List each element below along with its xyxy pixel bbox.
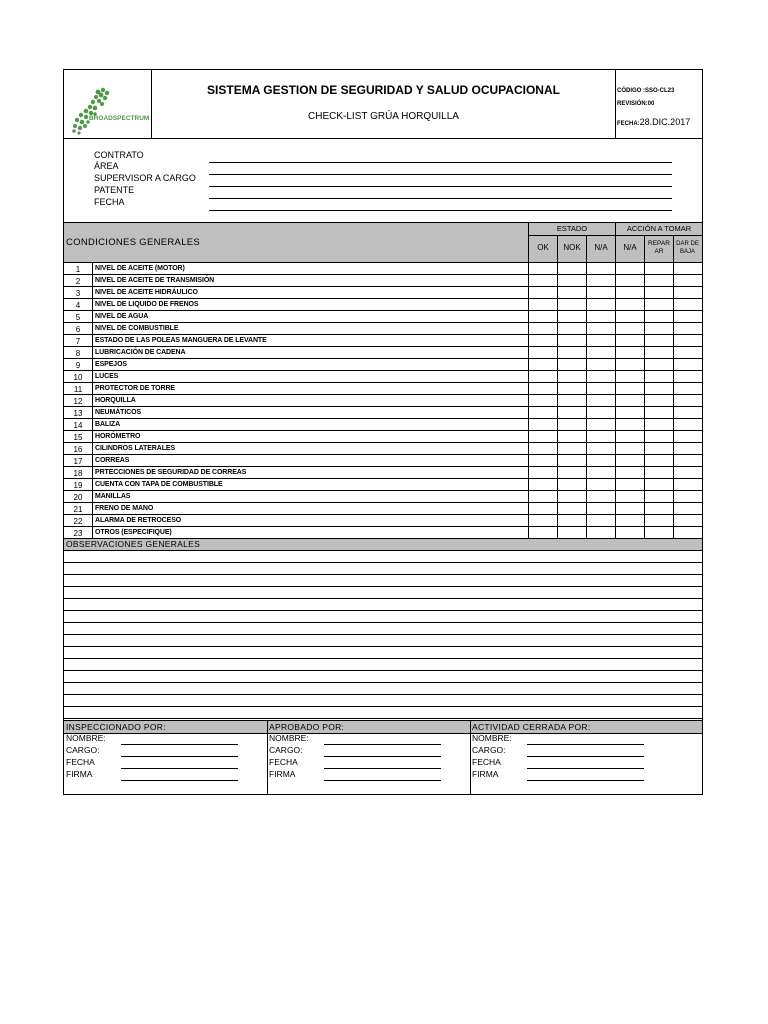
signature-title: ACTIVIDAD CERRADA POR: — [472, 722, 591, 732]
info-label: ÁREA — [94, 161, 119, 171]
checkbox-na-accion[interactable] — [616, 311, 644, 322]
signature-firma-label: FIRMA — [269, 769, 296, 779]
checkbox-dar-baja[interactable] — [674, 467, 702, 478]
checkbox-nok[interactable] — [558, 359, 586, 370]
checkbox-dar-baja[interactable] — [674, 371, 702, 382]
info-input-line[interactable] — [209, 162, 672, 163]
checkbox-nok[interactable] — [558, 419, 586, 430]
row-label: NIVEL DE ACEITE HIDRÁULICO — [95, 289, 198, 296]
checkbox-nok[interactable] — [558, 443, 586, 454]
row-label: FRENO DE MANO — [95, 505, 154, 512]
checkbox-dar-baja[interactable] — [674, 323, 702, 334]
checkbox-na[interactable] — [587, 371, 615, 382]
checkbox-na[interactable] — [587, 287, 615, 298]
document-title: SISTEMA GESTION DE SEGURIDAD Y SALUD OCUPACIONAL — [207, 83, 560, 97]
checkbox-nok[interactable] — [558, 263, 586, 274]
checkbox-dar-baja[interactable] — [674, 347, 702, 358]
fecha-field — [617, 113, 690, 129]
checklist-form — [63, 69, 703, 795]
info-label: SUPERVISOR A CARGO — [94, 173, 196, 183]
observation-line[interactable] — [64, 574, 702, 575]
checkbox-reparar[interactable] — [645, 311, 673, 322]
checkbox-reparar[interactable] — [645, 479, 673, 490]
checkbox-nok[interactable] — [558, 491, 586, 502]
signature-cargo-line[interactable] — [527, 756, 644, 757]
checkbox-nok[interactable] — [558, 383, 586, 394]
section-title-conditions: CONDICIONES GENERALES — [66, 237, 201, 248]
codigo-value: SSO-CL23 — [645, 88, 675, 94]
signature-nombre-label: NOMBRE: — [472, 733, 512, 743]
signature-fecha-label: FECHA — [66, 757, 95, 767]
row-number: 19 — [73, 481, 83, 490]
checkbox-na-accion[interactable] — [616, 299, 644, 310]
signature-firma-line[interactable] — [324, 780, 441, 781]
signature-nombre-label: NOMBRE: — [269, 733, 309, 743]
row-number: 15 — [73, 433, 83, 442]
row-label: LUBRICACIÓN DE CADENA — [95, 349, 186, 356]
row-label: ESPEJOS — [95, 361, 127, 368]
checkbox-dar-baja[interactable] — [674, 443, 702, 454]
signature-firma-line[interactable] — [527, 780, 644, 781]
checkbox-ok[interactable] — [529, 371, 557, 382]
observation-line[interactable] — [64, 682, 702, 683]
checkbox-na-accion[interactable] — [616, 503, 644, 514]
revision-value: 00 — [647, 101, 655, 107]
checkbox-ok[interactable] — [529, 395, 557, 406]
row-number: 23 — [73, 529, 83, 538]
checkbox-ok[interactable] — [529, 527, 557, 538]
checkbox-ok[interactable] — [529, 503, 557, 514]
checkbox-dar-baja[interactable] — [674, 263, 702, 274]
signature-fecha-label: FECHA — [472, 757, 501, 767]
checkbox-reparar[interactable] — [645, 431, 673, 442]
col-ok: OK — [537, 243, 549, 252]
checkbox-ok[interactable] — [529, 455, 557, 466]
info-label: CONTRATO — [94, 150, 144, 160]
checkbox-nok[interactable] — [558, 323, 586, 334]
checkbox-na[interactable] — [587, 263, 615, 274]
checkbox-na[interactable] — [587, 335, 615, 346]
checkbox-ok[interactable] — [529, 311, 557, 322]
revision-label: REVISIÓN: — [617, 101, 648, 107]
signature-title: INSPECCIONADO POR: — [66, 722, 166, 732]
info-input-line[interactable] — [209, 186, 672, 187]
checkbox-na-accion[interactable] — [616, 419, 644, 430]
checkbox-nok[interactable] — [558, 503, 586, 514]
checkbox-reparar[interactable] — [645, 419, 673, 430]
checkbox-dar-baja[interactable] — [674, 527, 702, 538]
checkbox-nok[interactable] — [558, 335, 586, 346]
checkbox-reparar[interactable] — [645, 443, 673, 454]
logo-icon — [66, 78, 150, 136]
row-number: 12 — [73, 397, 83, 406]
row-label: CORREAS — [95, 457, 130, 464]
row-label: NIVEL DE ACEITE (MOTOR) — [95, 265, 185, 272]
signature-fecha-line[interactable] — [121, 768, 238, 769]
codigo-label: CÓDIGO : — [617, 88, 645, 94]
checkbox-nok[interactable] — [558, 467, 586, 478]
checkbox-nok[interactable] — [558, 347, 586, 358]
observation-line[interactable] — [64, 622, 702, 623]
signature-fecha-line[interactable] — [527, 768, 644, 769]
checkbox-ok[interactable] — [529, 263, 557, 274]
checkbox-ok[interactable] — [529, 347, 557, 358]
checkbox-na[interactable] — [587, 515, 615, 526]
checkbox-na-accion[interactable] — [616, 335, 644, 346]
checkbox-na-accion[interactable] — [616, 527, 644, 538]
checkbox-na[interactable] — [587, 443, 615, 454]
checkbox-dar-baja[interactable] — [674, 275, 702, 286]
checkbox-na[interactable] — [587, 419, 615, 430]
observation-line[interactable] — [64, 562, 702, 563]
checkbox-na[interactable] — [587, 299, 615, 310]
checkbox-nok[interactable] — [558, 287, 586, 298]
row-number: 16 — [73, 445, 83, 454]
checkbox-ok[interactable] — [529, 407, 557, 418]
checkbox-na[interactable] — [587, 503, 615, 514]
row-label: ESTADO DE LAS POLEAS MANGUERA DE LEVANTE — [95, 337, 267, 344]
observation-line[interactable] — [64, 610, 702, 611]
observations-header — [64, 539, 702, 550]
checkbox-dar-baja[interactable] — [674, 383, 702, 394]
estado-label: ESTADO — [556, 224, 588, 233]
signature-nombre-line[interactable] — [324, 744, 441, 745]
checkbox-reparar[interactable] — [645, 359, 673, 370]
checkbox-ok[interactable] — [529, 443, 557, 454]
checkbox-ok[interactable] — [529, 431, 557, 442]
signature-cargo-label: CARGO: — [472, 745, 506, 755]
checkbox-dar-baja[interactable] — [674, 299, 702, 310]
signature-cargo-label: CARGO: — [269, 745, 303, 755]
signature-firma-label: FIRMA — [66, 769, 93, 779]
signature-nombre-line[interactable] — [527, 744, 644, 745]
info-input-line[interactable] — [209, 210, 672, 211]
checkbox-na-accion[interactable] — [616, 431, 644, 442]
row-number: 2 — [75, 277, 81, 286]
checkbox-nok[interactable] — [558, 275, 586, 286]
checkbox-nok[interactable] — [558, 407, 586, 418]
checkbox-na-accion[interactable] — [616, 383, 644, 394]
col-nok: NOK — [563, 243, 581, 252]
checkbox-na[interactable] — [587, 479, 615, 490]
row-label: LUCES — [95, 373, 119, 380]
row-number: 21 — [73, 505, 83, 514]
checkbox-na-accion[interactable] — [616, 359, 644, 370]
col-reparar: REPAR AR — [648, 240, 670, 255]
checkbox-reparar[interactable] — [645, 275, 673, 286]
checkbox-ok[interactable] — [529, 479, 557, 490]
checkbox-reparar[interactable] — [645, 467, 673, 478]
row-label: PROTECTOR DE TORRE — [95, 385, 176, 392]
checkbox-na-accion[interactable] — [616, 443, 644, 454]
info-input-line[interactable] — [209, 198, 672, 199]
row-label: PRTECCIONES DE SEGURIDAD DE CORREAS — [95, 469, 247, 476]
row-number: 4 — [75, 301, 81, 310]
codigo-field — [617, 88, 674, 94]
row-label: NIVEL DE ACEITE DE TRANSMISIÓN — [95, 277, 215, 284]
checkbox-reparar[interactable] — [645, 491, 673, 502]
company-logo — [66, 78, 150, 136]
observation-line[interactable] — [64, 694, 702, 695]
checkbox-ok[interactable] — [529, 275, 557, 286]
checkbox-nok[interactable] — [558, 311, 586, 322]
signature-fecha-label: FECHA — [269, 757, 298, 767]
observation-line[interactable] — [64, 550, 702, 551]
checkbox-reparar[interactable] — [645, 383, 673, 394]
row-label: OTROS (ESPECIFIQUE) — [95, 529, 172, 536]
fecha-label: FECHA: — [617, 121, 640, 127]
signature-cargo-label: CARGO: — [66, 745, 100, 755]
row-label: NIVEL DE AGUA — [95, 313, 149, 320]
checkbox-dar-baja[interactable] — [674, 395, 702, 406]
row-number: 10 — [73, 373, 83, 382]
checkbox-ok[interactable] — [529, 335, 557, 346]
checkbox-dar-baja[interactable] — [674, 359, 702, 370]
info-label: FECHA — [94, 197, 125, 207]
checkbox-nok[interactable] — [558, 299, 586, 310]
checkbox-na-accion[interactable] — [616, 467, 644, 478]
checkbox-dar-baja[interactable] — [674, 335, 702, 346]
checkbox-nok[interactable] — [558, 479, 586, 490]
row-label: MANILLAS — [95, 493, 131, 500]
checkbox-na-accion[interactable] — [616, 263, 644, 274]
row-number: 13 — [73, 409, 83, 418]
checkbox-reparar[interactable] — [645, 299, 673, 310]
accion-label: ACCIÓN A TOMAR — [626, 224, 692, 233]
checkbox-ok[interactable] — [529, 515, 557, 526]
checkbox-na-accion[interactable] — [616, 287, 644, 298]
checkbox-na-accion[interactable] — [616, 491, 644, 502]
checkbox-dar-baja[interactable] — [674, 503, 702, 514]
checkbox-na[interactable] — [587, 275, 615, 286]
checkbox-ok[interactable] — [529, 359, 557, 370]
checkbox-ok[interactable] — [529, 299, 557, 310]
checkbox-reparar[interactable] — [645, 515, 673, 526]
checkbox-na-accion[interactable] — [616, 407, 644, 418]
checkbox-na-accion[interactable] — [616, 371, 644, 382]
checkbox-ok[interactable] — [529, 467, 557, 478]
checkbox-na[interactable] — [587, 407, 615, 418]
checkbox-reparar[interactable] — [645, 407, 673, 418]
row-label: CUENTA CON TAPA DE COMBUSTIBLE — [95, 481, 223, 488]
observation-line[interactable] — [64, 598, 702, 599]
checkbox-na-accion[interactable] — [616, 347, 644, 358]
checkbox-nok[interactable] — [558, 455, 586, 466]
row-number: 5 — [75, 313, 81, 322]
row-number: 8 — [75, 349, 81, 358]
observation-line[interactable] — [64, 670, 702, 671]
row-number: 18 — [73, 469, 83, 478]
checkbox-na-accion[interactable] — [616, 323, 644, 334]
checkbox-ok[interactable] — [529, 491, 557, 502]
checkbox-na-accion[interactable] — [616, 515, 644, 526]
checkbox-dar-baja[interactable] — [674, 431, 702, 442]
observations-title: OBSERVACIONES GENERALES — [66, 539, 201, 549]
checkbox-ok[interactable] — [529, 383, 557, 394]
checkbox-na[interactable] — [587, 455, 615, 466]
checkbox-dar-baja[interactable] — [674, 311, 702, 322]
checkbox-na[interactable] — [587, 467, 615, 478]
row-label: ALARMA DE RETROCESO — [95, 517, 182, 524]
row-number: 22 — [73, 517, 83, 526]
checkbox-na[interactable] — [587, 383, 615, 394]
row-number: 9 — [75, 361, 81, 370]
checkbox-reparar[interactable] — [645, 287, 673, 298]
checkbox-dar-baja[interactable] — [674, 419, 702, 430]
observation-line[interactable] — [64, 658, 702, 659]
checkbox-na[interactable] — [587, 323, 615, 334]
checkbox-nok[interactable] — [558, 395, 586, 406]
row-number: 1 — [75, 265, 81, 274]
checkbox-ok[interactable] — [529, 419, 557, 430]
checkbox-na-accion[interactable] — [616, 275, 644, 286]
signature-nombre-line[interactable] — [121, 744, 238, 745]
checkbox-na-accion[interactable] — [616, 455, 644, 466]
row-number: 11 — [73, 385, 83, 394]
table-header-conditions — [64, 223, 528, 262]
signature-cargo-line[interactable] — [324, 756, 441, 757]
checkbox-na[interactable] — [587, 431, 615, 442]
row-label: NEUMÁTICOS — [95, 409, 142, 416]
document-subtitle: CHECK-LIST GRÚA HORQUILLA — [308, 111, 459, 122]
checkbox-na[interactable] — [587, 359, 615, 370]
checkbox-na[interactable] — [587, 311, 615, 322]
observation-line[interactable] — [64, 718, 702, 719]
checkbox-na-accion[interactable] — [616, 479, 644, 490]
revision-field — [617, 101, 654, 107]
observation-line[interactable] — [64, 634, 702, 635]
checkbox-dar-baja[interactable] — [674, 287, 702, 298]
checkbox-ok[interactable] — [529, 287, 557, 298]
logo-text: BROADSPECTRUM — [89, 115, 150, 122]
checkbox-reparar[interactable] — [645, 503, 673, 514]
checkbox-dar-baja[interactable] — [674, 455, 702, 466]
row-label: HORQUILLA — [95, 397, 136, 404]
observation-line[interactable] — [64, 586, 702, 587]
checkbox-nok[interactable] — [558, 527, 586, 538]
checkbox-reparar[interactable] — [645, 371, 673, 382]
row-number: 3 — [75, 289, 81, 298]
checkbox-reparar[interactable] — [645, 347, 673, 358]
col-na-accion: N/A — [623, 243, 637, 252]
signature-firma-line[interactable] — [121, 780, 238, 781]
signature-firma-label: FIRMA — [472, 769, 499, 779]
col-na: N/A — [594, 243, 608, 252]
signature-cargo-line[interactable] — [121, 756, 238, 757]
checkbox-reparar[interactable] — [645, 263, 673, 274]
info-label: PATENTE — [94, 185, 135, 195]
row-label: CILINDROS LATERALES — [95, 445, 176, 452]
row-number: 20 — [73, 493, 83, 502]
col-dar-baja: DAR DE BAJA — [676, 241, 699, 255]
row-label: BALIZA — [95, 421, 121, 428]
signature-nombre-label: NOMBRE: — [66, 733, 106, 743]
checkbox-nok[interactable] — [558, 431, 586, 442]
checkbox-nok[interactable] — [558, 371, 586, 382]
checkbox-reparar[interactable] — [645, 335, 673, 346]
row-number: 17 — [73, 457, 83, 466]
row-label: NIVEL DE COMBUSTIBLE — [95, 325, 179, 332]
checkbox-na[interactable] — [587, 347, 615, 358]
checkbox-reparar[interactable] — [645, 455, 673, 466]
observation-line[interactable] — [64, 706, 702, 707]
row-number: 14 — [73, 421, 83, 430]
info-input-line[interactable] — [209, 174, 672, 175]
checkbox-ok[interactable] — [529, 323, 557, 334]
checkbox-dar-baja[interactable] — [674, 491, 702, 502]
row-number: 7 — [75, 337, 81, 346]
row-label: HORÓMETRO — [95, 433, 141, 440]
signature-title: APROBADO POR: — [269, 722, 345, 732]
checkbox-na[interactable] — [587, 395, 615, 406]
checkbox-reparar[interactable] — [645, 323, 673, 334]
checkbox-reparar[interactable] — [645, 527, 673, 538]
checkbox-na[interactable] — [587, 527, 615, 538]
checkbox-dar-baja[interactable] — [674, 479, 702, 490]
checkbox-reparar[interactable] — [645, 395, 673, 406]
checkbox-dar-baja[interactable] — [674, 407, 702, 418]
checkbox-na-accion[interactable] — [616, 395, 644, 406]
row-label: NIVEL DE LIQUIDO DE FRENOS — [95, 301, 199, 308]
fecha-value: 28.DIC.2017 — [639, 117, 691, 127]
observation-line[interactable] — [64, 646, 702, 647]
signature-fecha-line[interactable] — [324, 768, 441, 769]
row-number: 6 — [75, 325, 81, 334]
checkbox-nok[interactable] — [558, 515, 586, 526]
checkbox-na[interactable] — [587, 491, 615, 502]
checkbox-dar-baja[interactable] — [674, 515, 702, 526]
